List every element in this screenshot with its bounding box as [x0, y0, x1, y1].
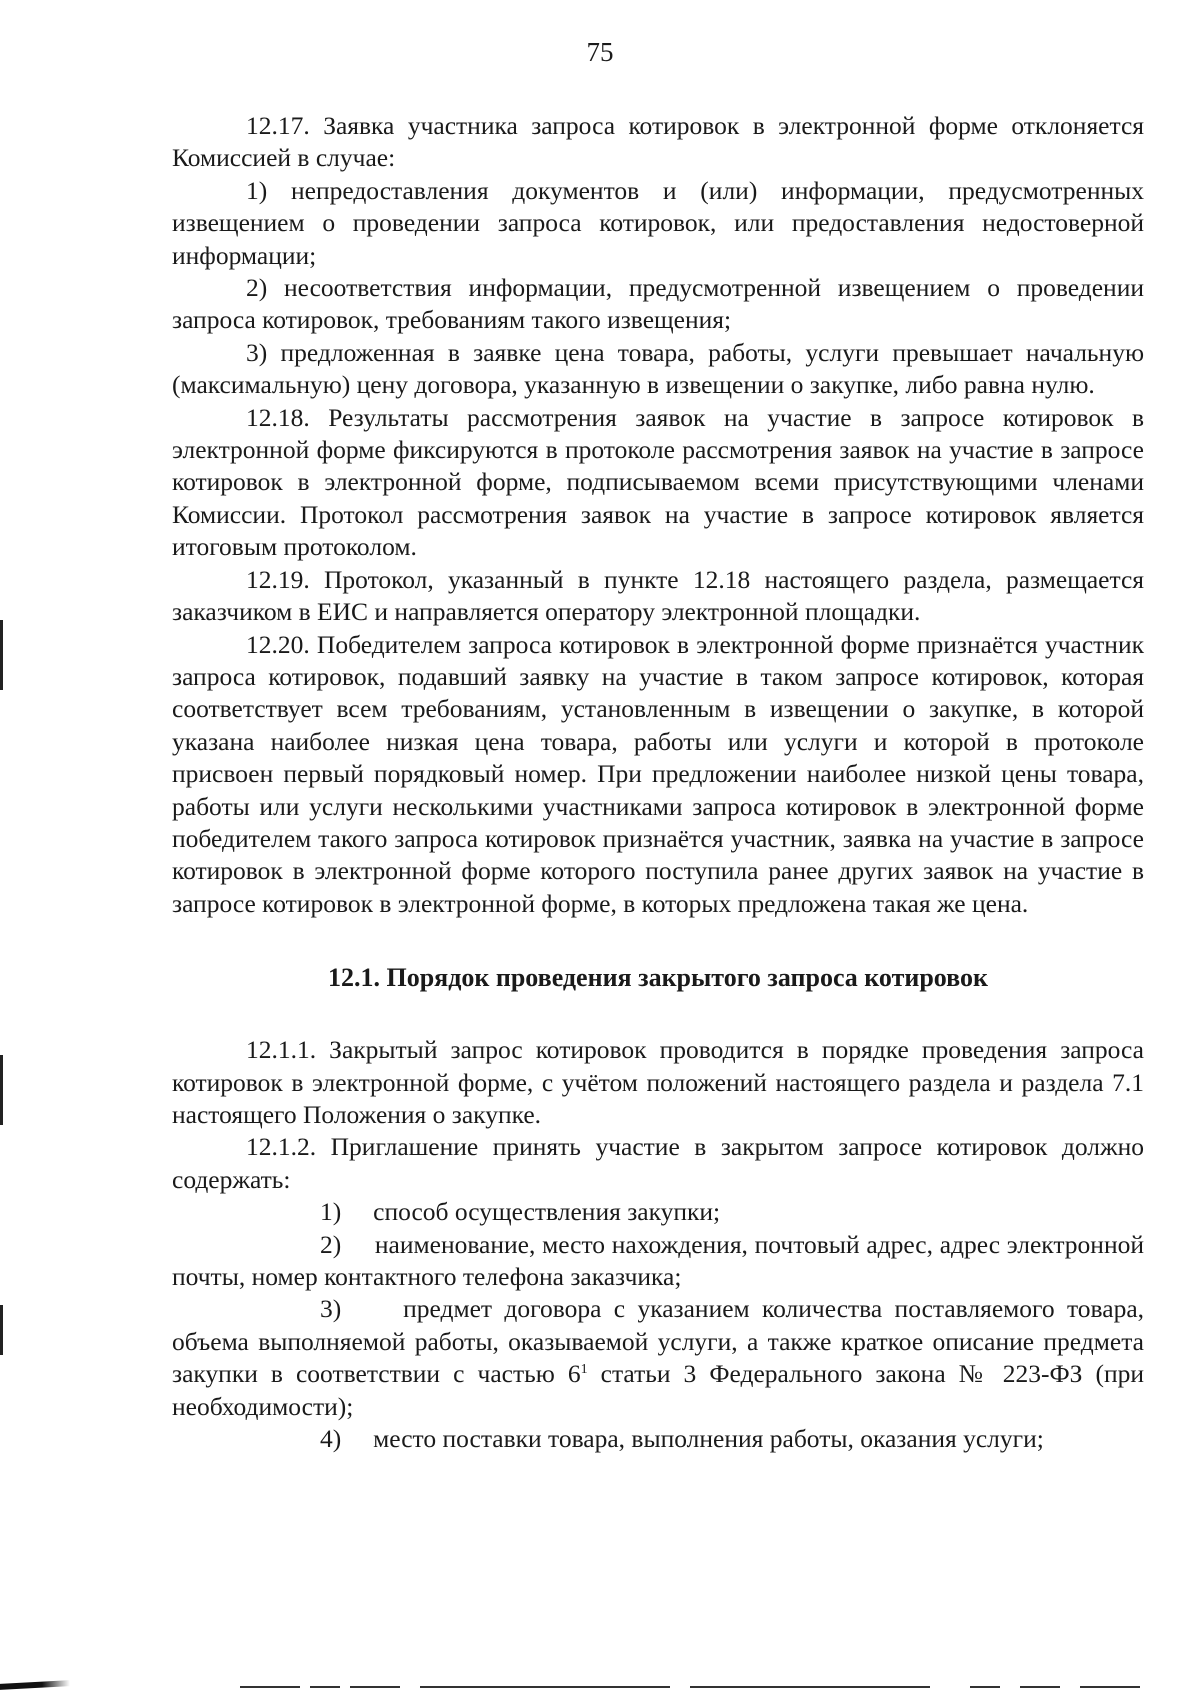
scan-bottom-line — [970, 1686, 1000, 1688]
list-item-text: наименование, место нахождения, почтовый адрес, адрес электронной почты, номер контактного телефона заказчика; — [172, 1229, 1144, 1291]
list-item-text-continued: статьи 3 Федерального закона № 223-ФЗ (при необходимости); — [172, 1359, 1144, 1421]
list-item-number: 3) — [320, 1294, 342, 1324]
paragraph-12-17: 12.17. Заявка участника запроса котировок в электронной форме отклоняется Комиссией в случае: — [172, 111, 1144, 173]
scan-bottom-line — [690, 1686, 930, 1688]
page-number: 75 — [586, 37, 614, 67]
scan-edge-mark — [0, 1055, 3, 1125]
paragraph-12-17-item-1: 1) непредоставления документов и (или) информации, предусмотренных извещением о проведении запроса котировок, или предоставления недостоверной информации; — [172, 175, 1144, 270]
superscript: 1 — [580, 1362, 588, 1378]
list-item-text: способ осуществления закупки; — [373, 1197, 721, 1227]
scan-corner-mark — [0, 1680, 70, 1690]
list-item — [172, 1293, 1144, 1423]
scan-bottom-line — [350, 1686, 400, 1688]
list-item — [172, 1423, 1144, 1455]
paragraph-12-1-2: 12.1.2. Приглашение принять участие в закрытом запросе котировок должно содержать: — [172, 1132, 1144, 1194]
list-item-number: 2) — [320, 1229, 342, 1259]
list-item-text: место поставки товара, выполнения работы, оказания услуги; — [373, 1424, 1044, 1454]
scan-bottom-line — [1020, 1686, 1060, 1688]
scan-bottom-line — [310, 1686, 340, 1688]
scan-bottom-line — [240, 1686, 300, 1688]
paragraph-12-1-1: 12.1.1. Закрытый запрос котировок проводится в порядке проведения запроса котировок в электронной форме, с учётом положений настоящего раздела и раздела 7.1 настоящего Положения о закупке. — [172, 1035, 1144, 1129]
paragraph-12-17-item-3: 3) предложенная в заявке цена товара, работы, услуги превышает начальную (максимальную) цену договора, указанную в извещении о закупке, либо равна нулю. — [172, 337, 1144, 400]
document-body — [172, 110, 1144, 1455]
scan-bottom-line — [1080, 1686, 1140, 1688]
list-item — [172, 1229, 1144, 1294]
paragraph-12-19: 12.19. Протокол, указанный в пункте 12.18 настоящего раздела, размещается заказчиком в ЕИС и направляется оператору электронной площадки. — [172, 564, 1144, 627]
scan-edge-mark — [0, 620, 3, 690]
paragraph-12-20: 12.20. Победителем запроса котировок в электронной форме признаётся участник запроса котировок, подавший заявку на участие в таком запросе котировок, которая соответствует всем требованиям, установленным в извещении о закупке, в которой указана наиболее низкая цена товара, работы или услуги и которой в протоколе присвоен первый порядковый номер. При предложении наиболее низкой цены товара, работы или услуги несколькими участниками запроса котировок в электронной форме победителем такого запроса котировок признаётся участник, заявка на участие в запросе котировок в электронной форме которого поступила ранее других заявок на участие в запросе котировок в электронной форме, в которых предложена такая же цена. — [172, 629, 1144, 918]
paragraph-12-17-item-2: 2) несоответствия информации, предусмотренной извещением о проведении запроса котировок, требованиям такого извещения; — [172, 273, 1144, 335]
scan-edge-mark — [0, 1305, 3, 1355]
list-item-number: 1) — [320, 1197, 342, 1227]
list-item — [172, 1196, 1144, 1228]
list-item-number: 4) — [320, 1424, 342, 1454]
scan-bottom-line — [420, 1686, 670, 1688]
section-heading: 12.1. Порядок проведения закрытого запроса котировок — [327, 963, 989, 993]
list-item-text: предмет договора с указанием количества поставляемого товара, объема выполняемой работы, оказываемой услуги, а также краткое описание предмета закупки в соответствии с частью 6 — [172, 1294, 1145, 1389]
paragraph-12-18: 12.18. Результаты рассмотрения заявок на участие в запросе котировок в электронной форме фиксируются в протоколе рассмотрения заявок на участие в запросе котировок в электронной форме, подписываемом всеми присутствующими членами Комиссии. Протокол рассмотрения заявок на участие в запросе котировок является итоговым протоколом. — [172, 402, 1144, 562]
